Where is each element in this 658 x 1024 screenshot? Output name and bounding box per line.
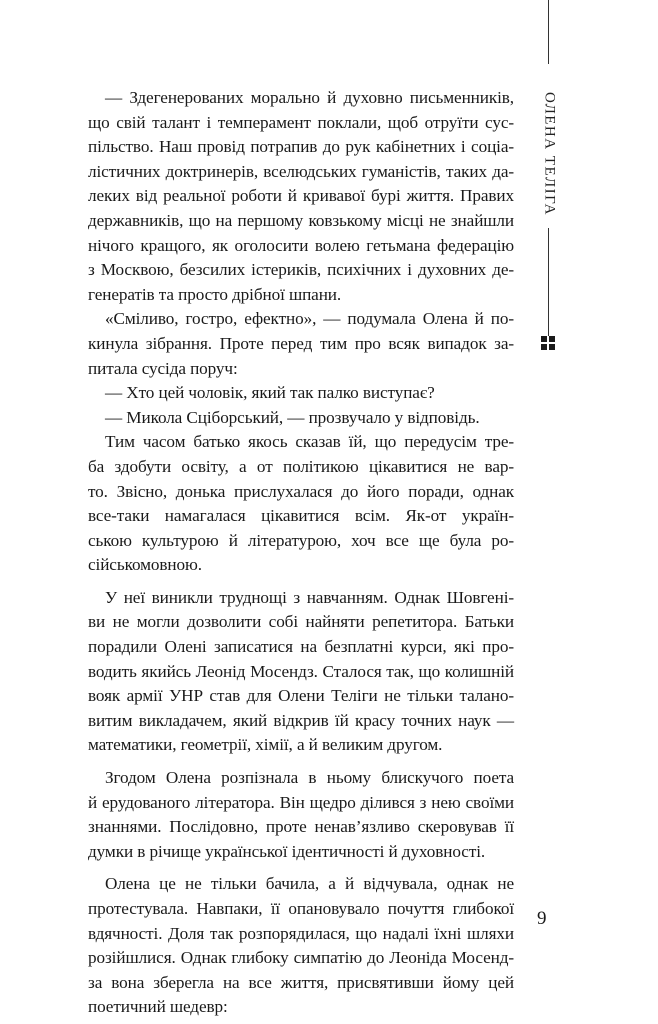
text-line: сійськомовною. [88, 555, 202, 575]
text-line: нічого кращого, як оголосити волею гетьмана федерацію [88, 235, 514, 255]
text-line: що свій талант і темперамент поклали, щоб отруїти сус- [88, 112, 514, 132]
text-line: лістичних доктринерів, вселюдських гуманістів, таких да- [88, 161, 514, 181]
text-line: У неї виникли труднощі з навчанням. Однак Шовгені- [105, 587, 514, 607]
running-head: ОЛЕНА ТЕЛІГА [541, 91, 558, 216]
text-line: «Сміливо, гостро, ефектно», — подумала Олена й по- [105, 309, 514, 329]
text-line: за вона зберегла на все життя, присвятивши йому цей [88, 972, 514, 992]
text-line: Згодом Олена розпізнала в ньому блискучого поета [105, 768, 514, 788]
body-text [88, 86, 514, 1020]
text-line: генератів та просто дрібної шпани. [88, 284, 342, 304]
text-line: знаннями. Послідовно, проте ненав’язливо скеровував її [88, 817, 514, 837]
text-line: ви не могли дозволити собі найняти репетитора. Батьки [88, 612, 514, 632]
text-line: витим викладачем, який відкрив їй красу точних наук — [88, 710, 514, 730]
text-line: питала сусіда поруч: [88, 358, 238, 378]
text-line: й ерудованого літератора. Він щедро ділився з нею своїми [88, 792, 514, 812]
text-line: то. Звісно, донька прислухалася до його поради, однак [88, 481, 514, 501]
text-line: пільство. Наш провід потрапив до рук кабінетних і соціа- [88, 137, 514, 157]
text-line: думки в річище української ідентичності й духовності. [88, 841, 486, 861]
text-line: леких від реальної роботи й кривавої бурі життя. Правих [88, 186, 514, 206]
text-line: поетичний шедевр: [88, 997, 228, 1017]
text-line: порадили Олені записатися на безплатні курси, які про- [88, 637, 514, 657]
text-line: вояк армії УНР став для Олени Теліги не тільки талано- [88, 686, 514, 706]
margin-rule-top [548, 0, 549, 64]
text-line: — Хто цей чоловік, який так палко виступає? [105, 383, 435, 403]
text-line: з Москвою, безсилих істериків, психічних і духовних де- [88, 260, 514, 280]
text-line: Олена це не тільки бачила, а й відчувала, однак не [105, 874, 514, 894]
text-line: розійшлися. Однак глибоку симпатію до Леоніда Мосенд- [88, 948, 514, 968]
margin-rule-middle [548, 228, 549, 336]
text-line: — Микола Сціборський, — прозвучало у відповідь. [105, 407, 480, 427]
text-line: водить якийсь Леонід Мосендз. Сталося так, що колишній [88, 661, 514, 681]
text-line: все-таки намагалася цікавитися всім. Як-от україн- [88, 506, 514, 526]
text-line: математики, геометрії, хімії, а й великим другом. [88, 735, 443, 755]
text-line: ською культурою й літературою, хоч все ще була ро- [88, 530, 514, 550]
page-number: 9 [537, 908, 547, 929]
text-line: Тим часом батько якось сказав їй, що передусім тре- [105, 432, 514, 452]
text-line: кинула зібрання. Проте перед тим про всяк випадок за- [88, 333, 514, 353]
text-line: — Здегенерованих морально й духовно письменників, [105, 88, 514, 107]
text-line: протестувала. Навпаки, її опановувало почуття глибокої [88, 899, 514, 918]
text-line: державників, що на першому ковзькому місці не знайшли [88, 210, 514, 230]
ornament-mark [541, 336, 555, 350]
text-line: ба здобути освіту, а от політикою цікавитися не вар- [88, 456, 514, 476]
text-line: вдячності. Доля так розпорядилася, що надалі їхні шляхи [88, 923, 514, 943]
